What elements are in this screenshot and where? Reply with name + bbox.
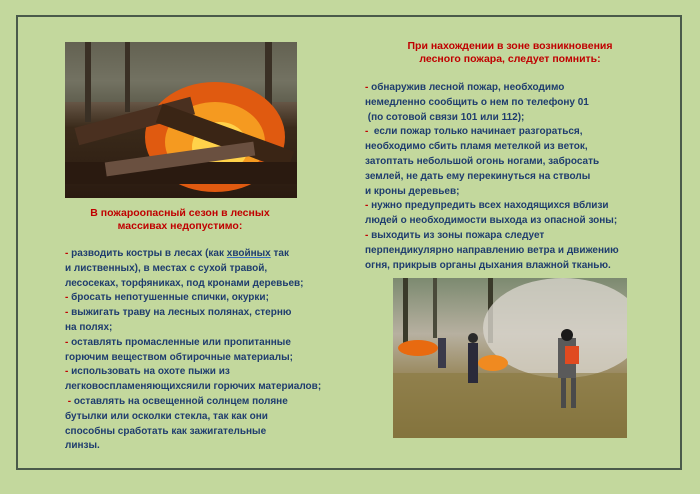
- list-line: [365, 96, 619, 111]
- list-line: [65, 395, 321, 410]
- campfire-photo: [65, 42, 297, 198]
- list-text: если пожар только начинает разгораться,: [373, 126, 583, 138]
- list-line: [65, 277, 321, 292]
- list-text: затоптать небольшой огонь ногами, забросать: [365, 155, 600, 167]
- list-text: перпендикулярно направлению ветра и движению: [365, 244, 619, 256]
- list-text: лесосеках, торфяниках, под кронами деревьев;: [65, 277, 304, 289]
- list-text: так: [270, 248, 289, 259]
- list-line: [65, 351, 321, 366]
- left-heading-line: массивах недопустимо:: [117, 220, 243, 232]
- list-text: выходить из зоны пожара следует: [371, 229, 545, 241]
- list-text: бросать непотушенные спички, окурки;: [71, 292, 269, 304]
- list-line: [365, 229, 619, 244]
- list-line: [65, 247, 321, 262]
- list-line: [65, 262, 321, 277]
- bullet-dash: -: [65, 307, 72, 319]
- list-text: выжигать траву на лесных полянах, стерню: [71, 307, 292, 319]
- left-heading-line: В пожароопасный сезон в лесных: [90, 207, 270, 219]
- list-text: бутылки или осколки стекла, так как они: [65, 410, 268, 422]
- list-text: на полях;: [65, 321, 113, 333]
- list-line: [365, 140, 619, 155]
- list-text-underlined: хвойных: [226, 248, 271, 259]
- list-text: огня, прикрыв органы дыхания влажной тканью.: [365, 259, 611, 271]
- bullet-dash: -: [365, 229, 372, 241]
- bullet-dash: -: [365, 200, 372, 212]
- list-text: использовать на охоте пыжи из: [71, 366, 230, 378]
- right-heading-line: При нахождении в зоне возникновения: [407, 40, 613, 52]
- list-text: (по сотовой связи 101 или 112);: [365, 111, 525, 123]
- list-line: [365, 81, 619, 96]
- list-line: [365, 214, 619, 229]
- bullet-dash: -: [65, 248, 72, 259]
- left-heading: [60, 207, 300, 233]
- list-line: [65, 321, 321, 336]
- right-heading: [385, 40, 635, 66]
- list-text: оставлять на освещенной солнцем поляне: [73, 395, 288, 407]
- bullet-dash: -: [65, 292, 72, 304]
- list-text: необходимо сбить пламя метелкой из веток,: [365, 141, 588, 153]
- prohibited-list: [65, 247, 321, 454]
- list-text: и кроны деревьев;: [365, 185, 460, 197]
- list-text: линзы.: [65, 440, 100, 452]
- list-line: [65, 291, 321, 306]
- list-line: [365, 199, 619, 214]
- list-text: способны сработать как зажигательные: [65, 425, 267, 437]
- list-text: обнаружив лесной пожар, необходимо: [371, 82, 565, 93]
- list-line: [365, 111, 619, 126]
- list-line: [65, 425, 321, 440]
- bullet-dash: -: [65, 336, 72, 348]
- list-text: разводить костры в лесах (как: [71, 248, 227, 259]
- list-text: оставлять промасленные или пропитанные: [71, 336, 291, 348]
- list-line: [365, 125, 619, 140]
- list-text: легковоспламеняющихсяили горючих материалов;: [65, 381, 322, 393]
- list-line: [65, 336, 321, 351]
- list-text: и лиственных), в местах с сухой травой,: [65, 262, 268, 274]
- remember-list: [365, 81, 619, 273]
- list-text: людей о необходимости выхода из опасной зоны;: [365, 215, 618, 227]
- list-text: немедленно сообщить о нем по телефону 01: [365, 96, 589, 108]
- list-text: горючим веществом обтирочные материалы;: [65, 351, 293, 363]
- list-line: [365, 259, 619, 274]
- list-line: [65, 365, 321, 380]
- list-line: [65, 380, 321, 395]
- list-line: [365, 244, 619, 259]
- list-line: [365, 170, 619, 185]
- list-line: [365, 155, 619, 170]
- right-heading-line: лесного пожара, следует помнить:: [419, 53, 601, 65]
- list-line: [65, 439, 321, 454]
- bullet-dash: -: [365, 82, 372, 93]
- bullet-dash: -: [365, 126, 374, 138]
- list-line: [65, 410, 321, 425]
- list-text: нужно предупредить всех находящихся вблизи: [371, 200, 609, 212]
- bullet-dash: -: [65, 366, 72, 378]
- bullet-dash: -: [65, 395, 74, 407]
- firefighters-photo: [393, 278, 627, 438]
- list-line: [65, 306, 321, 321]
- list-text: землей, не дать ему перекинуться на стволы: [365, 170, 591, 182]
- list-line: [365, 185, 619, 200]
